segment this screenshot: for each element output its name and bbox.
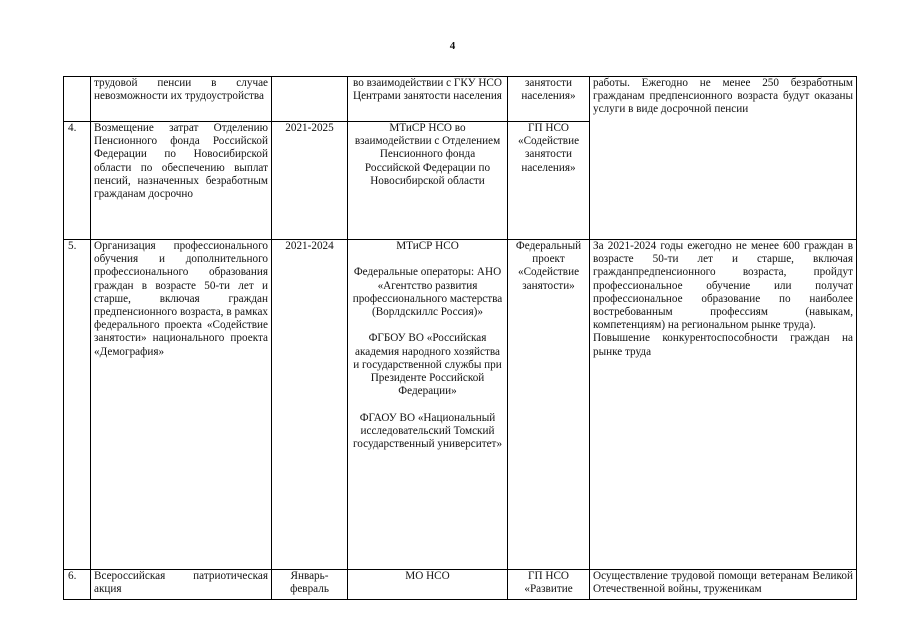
project-cell: ГП НСО «Развитие <box>508 570 590 600</box>
row-number-cell <box>64 77 91 122</box>
project-cell: ГП НСО «Содействие занятости населения» <box>508 122 590 240</box>
project-cell: Федеральный проект «Содействие занятости» <box>508 240 590 570</box>
period-cell: Январь-февраль <box>272 570 348 600</box>
page-number: 4 <box>449 40 456 52</box>
table-row <box>64 77 857 122</box>
executor-cell: во взаимодействии с ГКУ НСО Центрами занятости населения <box>348 77 508 122</box>
period-cell <box>272 77 348 122</box>
result-cell: За 2021-2024 годы ежегодно не менее 600 граждан в возрасте 50-ти лет и старше, включая гражданпредпенсионного возраста, пройдут профессиональное обучение или получат профессиональное образование по наиболее востребованным профессиям (навыкам, компетенциям) на региональном рынке труда). Повышение конкурентоспособности граждан на рынке труда <box>590 240 857 570</box>
project-cell: занятости населения» <box>508 77 590 122</box>
measure-cell: Организация профессионального обучения и дополнительного профессионального образования граждан в возрасте 50-ти лет и старше, включая граждан предпенсионного возраста, в рамках федерального проекта «Содействие занятости» национального проекта «Демография» <box>91 240 272 570</box>
table-row <box>64 570 857 600</box>
table-row <box>64 240 857 570</box>
row-number-cell: 6. <box>64 570 91 600</box>
row-number-cell: 5. <box>64 240 91 570</box>
executor-cell: МТиСР НСО во взаимодействии с Отделением Пенсионного фонда Российской Федерации по Новосибирской области <box>348 122 508 240</box>
period-cell: 2021-2024 <box>272 240 348 570</box>
result-cell: работы. Ежегодно не менее 250 безработным гражданам предпенсионного возраста будут оказаны услуги в виде досрочной пенсии <box>590 77 857 240</box>
executor-cell: МО НСО <box>348 570 508 600</box>
measure-cell: Возмещение затрат Отделению Пенсионного фонда Российской Федерации по Новосибирской области по обеспечению выплат пенсий, назначенных безработным гражданам досрочно <box>91 122 272 240</box>
measure-cell: Всероссийская патриотическая акция <box>91 570 272 600</box>
result-cell: Осуществление трудовой помощи ветеранам Великой Отечественной войны, труженикам <box>590 570 857 600</box>
measure-cell: трудовой пенсии в случае невозможности их трудоустройства <box>91 77 272 122</box>
row-number-cell: 4. <box>64 122 91 240</box>
executor-cell: МТиСР НСО Федеральные операторы: АНО «Агентство развития профессионального мастерства (Ворлдскиллс Россия)» ФГБОУ ВО «Российская академия народного хозяйства и государственной службы при Президенте Российской Федерации» ФГАОУ ВО «Национальный исследовательский Томский государственный университет» <box>348 240 508 570</box>
measures-table <box>63 76 857 600</box>
period-cell: 2021-2025 <box>272 122 348 240</box>
